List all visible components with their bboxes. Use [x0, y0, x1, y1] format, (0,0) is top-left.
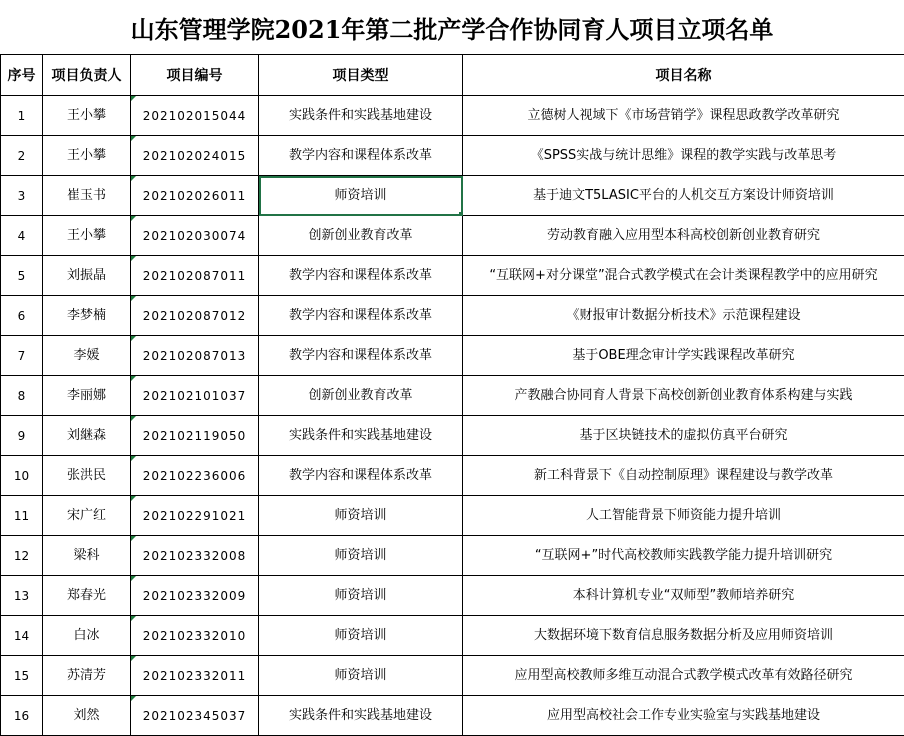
leader-cell[interactable]: 刘継森 [43, 416, 131, 456]
index-cell[interactable]: 4 [1, 216, 43, 256]
index-cell[interactable]: 8 [1, 376, 43, 416]
table-row [1, 496, 904, 536]
leader-cell[interactable]: 李媛 [43, 336, 131, 376]
project-name-cell[interactable]: 大数据环境下数育信息服务数据分析及应用师资培训 [463, 616, 904, 656]
leader-cell[interactable]: 苏清芳 [43, 656, 131, 696]
project-type-cell[interactable]: 教学内容和课程体系改革 [259, 456, 463, 496]
table-row [1, 656, 904, 696]
index-cell[interactable]: 13 [1, 576, 43, 616]
header-project-type[interactable]: 项目类型 [259, 55, 463, 96]
leader-cell[interactable]: 刘然 [43, 696, 131, 736]
project-number-cell[interactable]: 202102015044 [131, 96, 259, 136]
leader-cell[interactable]: 崔玉书 [43, 176, 131, 216]
table-row [1, 176, 904, 216]
leader-cell[interactable]: 李梦楠 [43, 296, 131, 336]
project-number-cell[interactable]: 202102024015 [131, 136, 259, 176]
index-cell[interactable]: 14 [1, 616, 43, 656]
project-name-cell[interactable]: 人工智能背景下师资能力提升培训 [463, 496, 904, 536]
header-row [1, 55, 904, 96]
table-row [1, 696, 904, 736]
project-number-cell[interactable]: 202102345037 [131, 696, 259, 736]
table-row [1, 136, 904, 176]
leader-cell[interactable]: 王小攀 [43, 216, 131, 256]
project-name-cell[interactable]: 本科计算机专业“双师型”教师培养研究 [463, 576, 904, 616]
project-name-cell[interactable]: 产教融合协同育人背景下高校创新创业教育体系构建与实践 [463, 376, 904, 416]
project-type-cell[interactable]: 创新创业教育改革 [259, 376, 463, 416]
project-name-cell[interactable]: 《财报审计数据分析技术》示范课程建设 [463, 296, 904, 336]
index-cell[interactable]: 15 [1, 656, 43, 696]
table-row [1, 456, 904, 496]
project-number-cell[interactable]: 202102087011 [131, 256, 259, 296]
index-cell[interactable]: 10 [1, 456, 43, 496]
project-number-cell[interactable]: 202102332010 [131, 616, 259, 656]
project-number-cell[interactable]: 202102291021 [131, 496, 259, 536]
table-row [1, 296, 904, 336]
project-name-cell[interactable]: 新工科背景下《自动控制原理》课程建设与教学改革 [463, 456, 904, 496]
index-cell[interactable]: 3 [1, 176, 43, 216]
leader-cell[interactable]: 张洪民 [43, 456, 131, 496]
project-number-cell[interactable]: 202102236006 [131, 456, 259, 496]
project-name-cell[interactable]: 基于OBE理念审计学实践课程改革研究 [463, 336, 904, 376]
project-type-cell[interactable]: 教学内容和课程体系改革 [259, 296, 463, 336]
leader-cell[interactable]: 王小攀 [43, 96, 131, 136]
project-name-cell[interactable]: 应用型高校教师多维互动混合式教学模式改革有效路径研究 [463, 656, 904, 696]
table-row [1, 216, 904, 256]
project-number-cell[interactable]: 202102087012 [131, 296, 259, 336]
leader-cell[interactable]: 刘振晶 [43, 256, 131, 296]
project-table [0, 54, 904, 736]
index-cell[interactable]: 11 [1, 496, 43, 536]
index-cell[interactable]: 9 [1, 416, 43, 456]
index-cell[interactable]: 7 [1, 336, 43, 376]
project-type-cell[interactable]: 师资培训 [259, 616, 463, 656]
project-number-cell[interactable]: 202102119050 [131, 416, 259, 456]
index-cell[interactable]: 1 [1, 96, 43, 136]
project-type-cell[interactable]: 师资培训 [259, 576, 463, 616]
project-type-cell[interactable]: 师资培训 [259, 656, 463, 696]
project-name-cell[interactable]: 应用型高校社会工作专业实验室与实践基地建设 [463, 696, 904, 736]
project-type-cell[interactable]: 教学内容和课程体系改革 [259, 336, 463, 376]
project-type-cell[interactable]: 师资培训 [259, 536, 463, 576]
leader-cell[interactable]: 白冰 [43, 616, 131, 656]
project-name-cell[interactable]: 劳动教育融入应用型本科高校创新创业教育研究 [463, 216, 904, 256]
project-type-cell[interactable]: 师资培训 [259, 176, 463, 216]
project-type-cell[interactable]: 教学内容和课程体系改革 [259, 256, 463, 296]
project-type-cell[interactable]: 教学内容和课程体系改革 [259, 136, 463, 176]
leader-cell[interactable]: 梁科 [43, 536, 131, 576]
table-row [1, 96, 904, 136]
project-name-cell[interactable]: 立德树人视域下《市场营销学》课程思政教学改革研究 [463, 96, 904, 136]
header-index[interactable]: 序号 [1, 55, 43, 96]
index-cell[interactable]: 2 [1, 136, 43, 176]
table-row [1, 616, 904, 656]
index-cell[interactable]: 12 [1, 536, 43, 576]
header-project-number[interactable]: 项目编号 [131, 55, 259, 96]
table-row [1, 576, 904, 616]
project-number-cell[interactable]: 202102087013 [131, 336, 259, 376]
project-name-cell[interactable]: “互联网+对分课堂”混合式教学模式在会计类课程教学中的应用研究 [463, 256, 904, 296]
leader-cell[interactable]: 宋广红 [43, 496, 131, 536]
table-row [1, 336, 904, 376]
table-row [1, 376, 904, 416]
project-name-cell[interactable]: “互联网+”时代高校教师实践教学能力提升培训研究 [463, 536, 904, 576]
project-name-cell[interactable]: 基于迪文T5LASIC平台的人机交互方案设计师资培训 [463, 176, 904, 216]
project-number-cell[interactable]: 202102332008 [131, 536, 259, 576]
index-cell[interactable]: 16 [1, 696, 43, 736]
table-row [1, 536, 904, 576]
project-number-cell[interactable]: 202102332011 [131, 656, 259, 696]
project-type-cell[interactable]: 实践条件和实践基地建设 [259, 416, 463, 456]
project-type-cell[interactable]: 创新创业教育改革 [259, 216, 463, 256]
leader-cell[interactable]: 郑春光 [43, 576, 131, 616]
project-number-cell[interactable]: 202102030074 [131, 216, 259, 256]
project-number-cell[interactable]: 202102101037 [131, 376, 259, 416]
project-type-cell[interactable]: 实践条件和实践基地建设 [259, 696, 463, 736]
index-cell[interactable]: 6 [1, 296, 43, 336]
project-number-cell[interactable]: 202102026011 [131, 176, 259, 216]
project-number-cell[interactable]: 202102332009 [131, 576, 259, 616]
project-type-cell[interactable]: 实践条件和实践基地建设 [259, 96, 463, 136]
project-type-cell[interactable]: 师资培训 [259, 496, 463, 536]
table-row [1, 416, 904, 456]
page-title: 山东管理学院2021年第二批产学合作协同育人项目立项名单 [0, 0, 904, 54]
table-row [1, 256, 904, 296]
header-project-name[interactable]: 项目名称 [463, 55, 904, 96]
leader-cell[interactable]: 李丽娜 [43, 376, 131, 416]
project-name-cell[interactable]: 基于区块链技术的虚拟仿真平台研究 [463, 416, 904, 456]
index-cell[interactable]: 5 [1, 256, 43, 296]
header-leader[interactable]: 项目负责人 [43, 55, 131, 96]
leader-cell[interactable]: 王小攀 [43, 136, 131, 176]
project-name-cell[interactable]: 《SPSS实战与统计思维》课程的教学实践与改革思考 [463, 136, 904, 176]
